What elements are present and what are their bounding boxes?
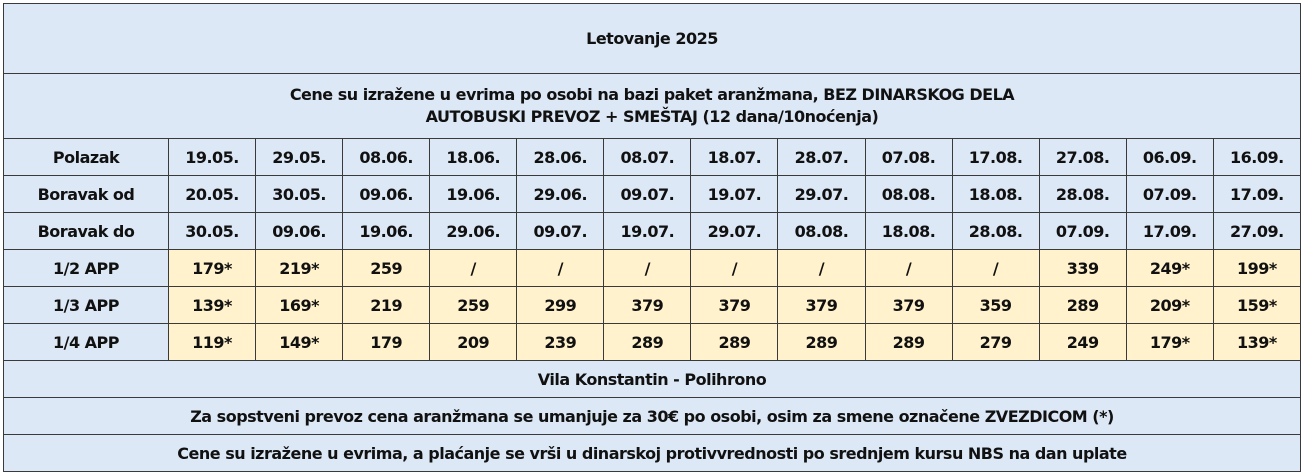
price-row-cell: 169* xyxy=(256,287,343,324)
date-row-cell: 19.05. xyxy=(169,139,256,176)
price-row-cell: / xyxy=(430,250,517,287)
date-row-cell: 28.08. xyxy=(1039,176,1126,213)
row-label: Boravak od xyxy=(4,176,169,213)
footer-section xyxy=(4,361,1301,472)
price-row-cell: 219* xyxy=(256,250,343,287)
prices-section xyxy=(4,250,1301,361)
price-row-cell: 379 xyxy=(778,287,865,324)
price-row-cell: 289 xyxy=(604,324,691,361)
dates-section xyxy=(4,139,1301,250)
price-row-cell: / xyxy=(691,250,778,287)
date-row-cell: 09.07. xyxy=(604,176,691,213)
date-row-cell: 07.09. xyxy=(1039,213,1126,250)
footer-row xyxy=(4,398,1301,435)
price-row xyxy=(4,287,1301,324)
row-label: 1/2 APP xyxy=(4,250,169,287)
villa-name: Vila Konstantin - Polihrono xyxy=(4,361,1301,398)
date-row xyxy=(4,176,1301,213)
description-line-2: AUTOBUSKI PREVOZ + SMEŠTAJ (12 dana/10noćenja) xyxy=(425,107,879,126)
price-row-cell: 249 xyxy=(1039,324,1126,361)
price-row-cell: 279 xyxy=(952,324,1039,361)
price-row-cell: 159* xyxy=(1213,287,1300,324)
price-row-cell: 379 xyxy=(604,287,691,324)
date-row-cell: 28.06. xyxy=(517,139,604,176)
price-row-cell: / xyxy=(778,250,865,287)
date-row-cell: 09.06. xyxy=(256,213,343,250)
price-row-cell: 139* xyxy=(1213,324,1300,361)
price-row-cell: 209* xyxy=(1126,287,1213,324)
date-row xyxy=(4,213,1301,250)
title-row xyxy=(4,4,1301,74)
date-row-cell: 19.07. xyxy=(604,213,691,250)
price-row-cell: 289 xyxy=(691,324,778,361)
date-row-cell: 20.05. xyxy=(169,176,256,213)
price-row-cell: 149* xyxy=(256,324,343,361)
date-row-cell: 18.08. xyxy=(952,176,1039,213)
date-row-cell: 08.06. xyxy=(343,139,430,176)
date-row-cell: 09.06. xyxy=(343,176,430,213)
price-row-cell: 179* xyxy=(169,250,256,287)
date-row-cell: 17.09. xyxy=(1213,176,1300,213)
date-row-cell: 19.06. xyxy=(343,213,430,250)
price-row-cell: / xyxy=(952,250,1039,287)
price-row-cell: 119* xyxy=(169,324,256,361)
date-row-cell: 29.07. xyxy=(778,176,865,213)
date-row-cell: 07.08. xyxy=(865,139,952,176)
row-label: 1/3 APP xyxy=(4,287,169,324)
date-row-cell: 17.08. xyxy=(952,139,1039,176)
date-row-cell: 16.09. xyxy=(1213,139,1300,176)
footer-row xyxy=(4,435,1301,472)
date-row xyxy=(4,139,1301,176)
price-row-cell: 179 xyxy=(343,324,430,361)
price-row-cell: / xyxy=(865,250,952,287)
price-row-cell: 289 xyxy=(865,324,952,361)
price-row-cell: 199* xyxy=(1213,250,1300,287)
price-row xyxy=(4,324,1301,361)
date-row-cell: 19.07. xyxy=(691,176,778,213)
row-label: Boravak do xyxy=(4,213,169,250)
date-row-cell: 30.05. xyxy=(256,176,343,213)
description-row xyxy=(4,74,1301,139)
row-label: 1/4 APP xyxy=(4,324,169,361)
date-row-cell: 19.06. xyxy=(430,176,517,213)
date-row-cell: 27.09. xyxy=(1213,213,1300,250)
table-description xyxy=(4,74,1301,139)
date-row-cell: 06.09. xyxy=(1126,139,1213,176)
price-row-cell: 259 xyxy=(430,287,517,324)
price-row-cell: 379 xyxy=(691,287,778,324)
price-row-cell: 139* xyxy=(169,287,256,324)
price-row-cell: 239 xyxy=(517,324,604,361)
row-label: Polazak xyxy=(4,139,169,176)
date-row-cell: 07.09. xyxy=(1126,176,1213,213)
price-table-body xyxy=(4,4,1301,139)
table-title: Letovanje 2025 xyxy=(4,4,1301,74)
date-row-cell: 09.07. xyxy=(517,213,604,250)
date-row-cell: 28.08. xyxy=(952,213,1039,250)
price-row-cell: 249* xyxy=(1126,250,1213,287)
price-row-cell: 209 xyxy=(430,324,517,361)
date-row-cell: 29.06. xyxy=(517,176,604,213)
date-row-cell: 29.06. xyxy=(430,213,517,250)
date-row-cell: 29.05. xyxy=(256,139,343,176)
price-row-cell: 289 xyxy=(778,324,865,361)
price-row-cell: 259 xyxy=(343,250,430,287)
price-row-cell: / xyxy=(517,250,604,287)
price-row-cell: 359 xyxy=(952,287,1039,324)
price-row-cell: 219 xyxy=(343,287,430,324)
price-row-cell: 289 xyxy=(1039,287,1126,324)
price-row-cell: 299 xyxy=(517,287,604,324)
date-row-cell: 08.08. xyxy=(865,176,952,213)
date-row-cell: 18.06. xyxy=(430,139,517,176)
date-row-cell: 08.07. xyxy=(604,139,691,176)
payment-note: Cene su izražene u evrima, a plaćanje se vrši u dinarskoj protivvrednosti po srednjem kursu NBS na dan uplate xyxy=(4,435,1301,472)
date-row-cell: 18.07. xyxy=(691,139,778,176)
footer-row xyxy=(4,361,1301,398)
own-transport-note: Za sopstveni prevoz cena aranžmana se umanjuje za 30€ po osobi, osim za smene označene ZVEZDICOM (*) xyxy=(4,398,1301,435)
price-row-cell: / xyxy=(604,250,691,287)
date-row-cell: 18.08. xyxy=(865,213,952,250)
date-row-cell: 27.08. xyxy=(1039,139,1126,176)
description-line-1: Cene su izražene u evrima po osobi na bazi paket aranžmana, BEZ DINARSKOG DELA xyxy=(289,85,1015,104)
price-row xyxy=(4,250,1301,287)
price-table xyxy=(3,3,1301,472)
date-row-cell: 17.09. xyxy=(1126,213,1213,250)
price-row-cell: 379 xyxy=(865,287,952,324)
date-row-cell: 08.08. xyxy=(778,213,865,250)
date-row-cell: 29.07. xyxy=(691,213,778,250)
date-row-cell: 28.07. xyxy=(778,139,865,176)
price-row-cell: 179* xyxy=(1126,324,1213,361)
price-row-cell: 339 xyxy=(1039,250,1126,287)
date-row-cell: 30.05. xyxy=(169,213,256,250)
